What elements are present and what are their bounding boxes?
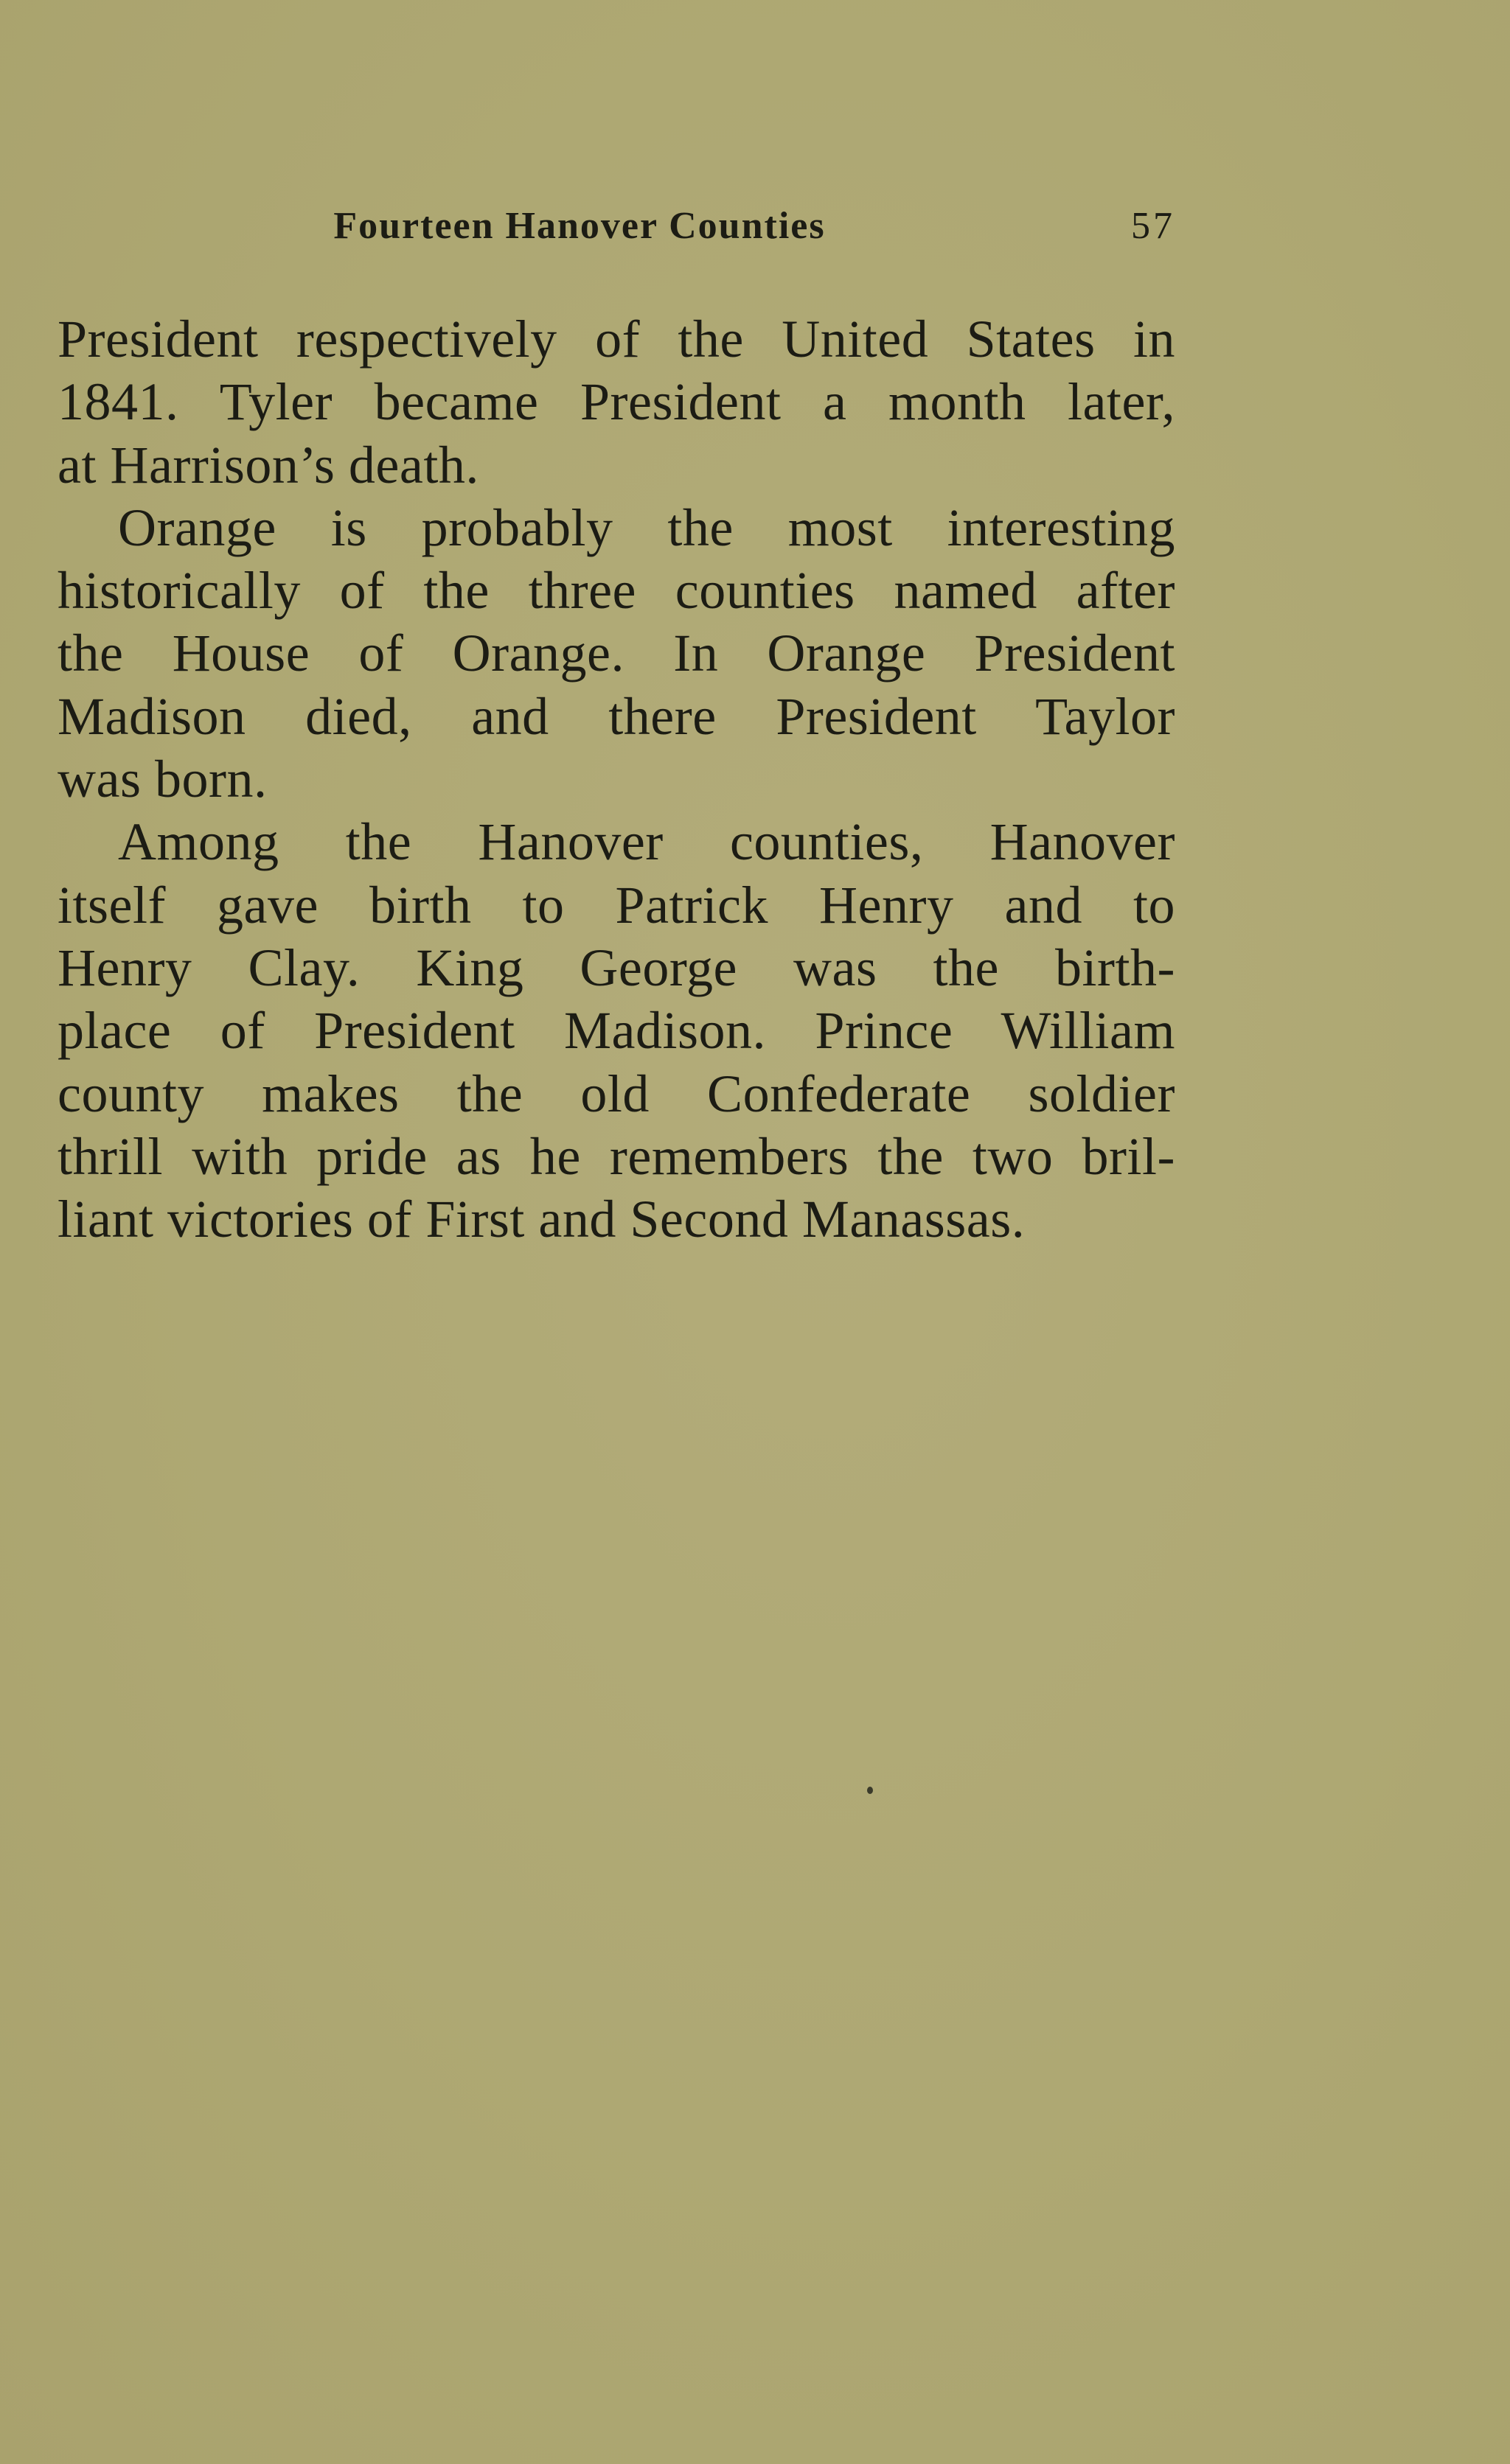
text-line: itself gave birth to Patrick Henry and to (58, 875, 1175, 935)
text-line: was born. (58, 750, 268, 809)
text-line: historically of the three counties named after (58, 561, 1175, 621)
body-text (58, 308, 1175, 1251)
text-line: Among the Hanover counties, Hanover (118, 812, 1175, 872)
text-line: at Harrison’s death. (58, 435, 479, 495)
text-line: Henry Clay. King George was the birth- (58, 938, 1175, 997)
text-line: place of President Madison. Prince William (58, 1001, 1175, 1061)
text-line: thrill with pride as he remembers the two bril- (58, 1126, 1175, 1186)
page-number: 57 (1131, 205, 1175, 247)
ink-speck (867, 1787, 873, 1794)
text-line: county makes the old Confederate soldier (58, 1064, 1175, 1123)
text-line: the House of Orange. In Orange President (58, 624, 1175, 683)
text-line: Orange is probably the most interesting (118, 498, 1175, 557)
running-head (58, 200, 1175, 252)
text-line: Madison died, and there President Taylor (58, 686, 1175, 746)
paragraph-1 (58, 308, 1175, 497)
text-line: President respectively of the United States in (58, 310, 1175, 369)
paragraph-3 (58, 811, 1175, 1251)
text-line: 1841. Tyler became President a month later, (58, 372, 1175, 432)
text-line: liant victories of First and Second Manassas. (58, 1190, 1026, 1249)
paragraph-2 (58, 497, 1175, 811)
running-title: Fourteen Hanover Counties (333, 205, 826, 247)
